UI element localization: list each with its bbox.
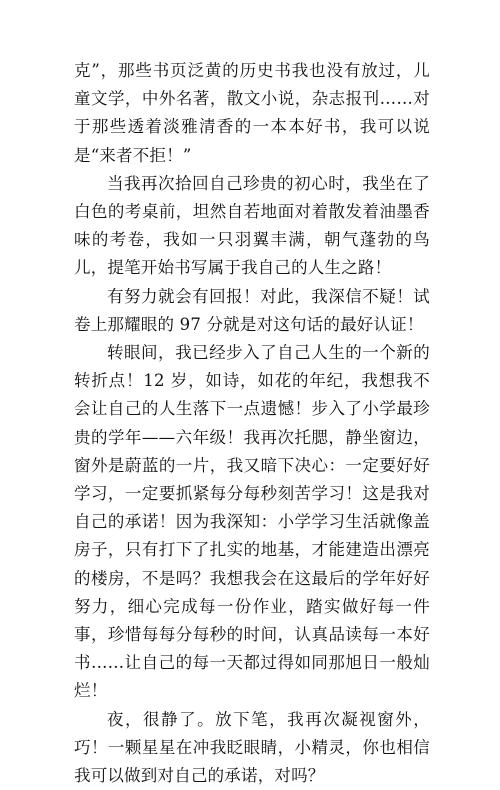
paragraph-reward: 有努力就会有回报！对此，我深信不疑！试卷上那耀眼的 97 分就是对这句话的最好认证！ [74,286,430,334]
paragraph-night: 夜，很静了。放下笔，我再次凝视窗外，巧！一颗星星在冲我眨眼睛，小精灵，你也相信我可以做到对自己的承诺，对吗？ [74,709,430,786]
paragraph-exam: 当我再次拾回自己珍贵的初心时，我坐在了白色的考桌前，坦然自若地面对着散发着油墨香味的考卷，我如一只羽翼丰满，朝气蓬勃的鸟儿，提笔开始书写属于我自己的人生之路！ [74,173,430,278]
paragraph-continuation: 克”，那些书页泛黄的历史书我也没有放过，儿童文学，中外名著，散文小说，杂志报刊……对于那些透着淡雅清香的一本本好书，我可以说是“来者不拒！” [74,61,430,165]
paragraph-turning-point: 转眼间，我已经步入了自己人生的一个新的转折点！12 岁，如诗，如花的年纪，我想我不会让自己的人生落下一点遗憾！步入了小学最珍贵的学年——六年级！我再次托腮，静坐窗边，窗外是蔚蓝的一片，我又暗下决心：一定要好好学习，一定要抓紧每分每秒刻苦学习！这是我对自己的承诺！因为我深知：小学学习生活就像盖房子，只有打下了扎实的地基，才能建造出漂亮的楼房，不是吗？我想我会在这最后的学年好好努力，细心完成每一份作业，踏实做好每一件事，珍惜每每分每秒的时间，认真品读每一本好书……让自己的每一天都过得如同那旭日一般灿烂！ [74,343,430,701]
